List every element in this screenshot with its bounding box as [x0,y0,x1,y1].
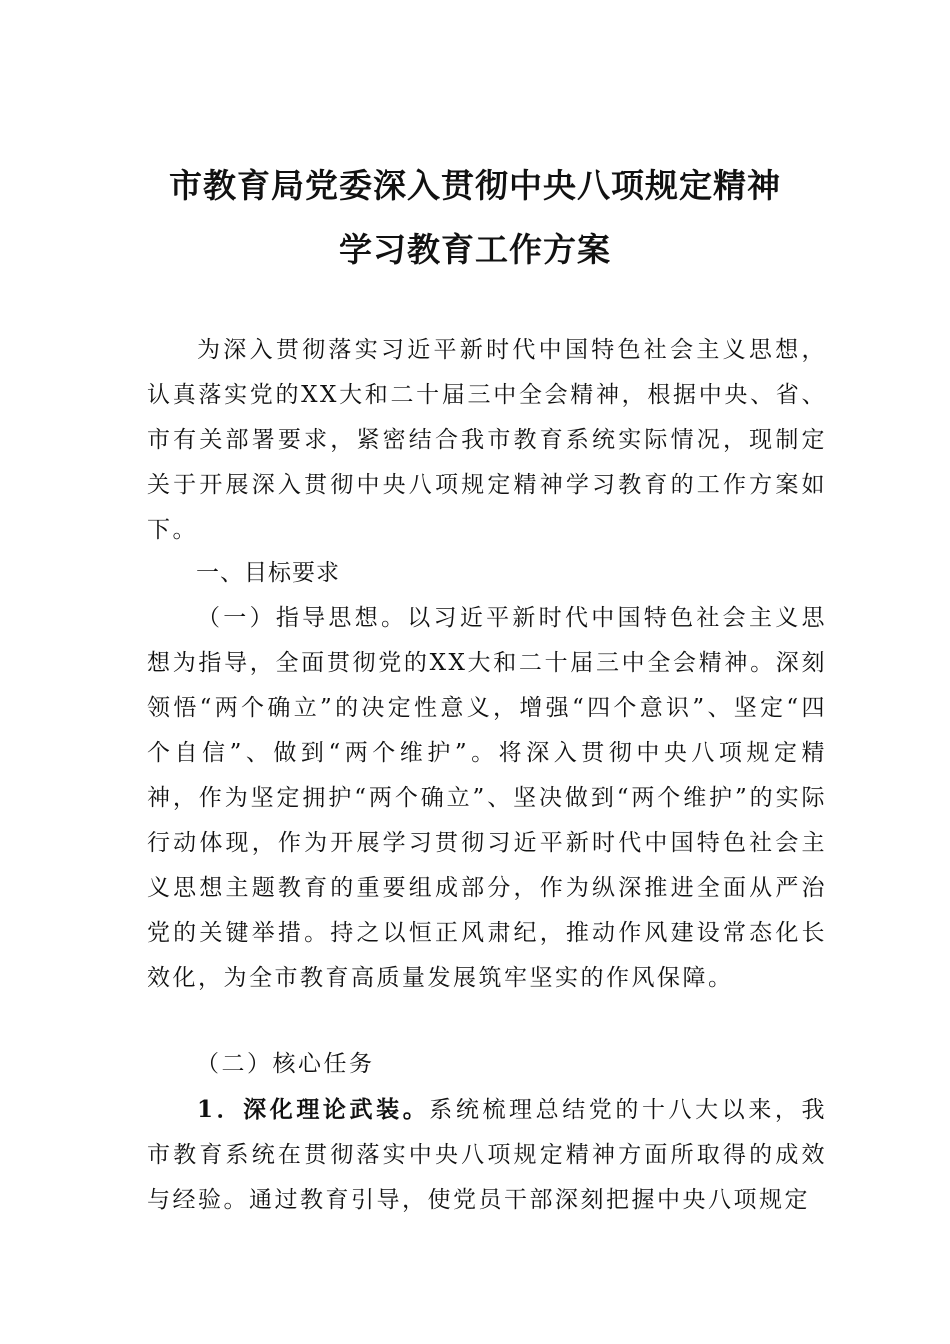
guiding-thought-text: 以习近平新时代中国特色社会主义思想为指导，全面贯彻党的XX大和二十届三中全会精神。深刻领悟“两个确立”的决定性意义，增强“四个意识”、坚定“四个自信”、做到“两个维护”。将深入贯彻中央八项规定精神，作为坚定拥护“两个确立”、坚决做到“两个维护”的实际行动体现，作为开展学习贯彻习近平新时代中国特色社会主义思想主题教育的重要组成部分，作为纵深推进全面从严治党的关键举措。持之以恒正风肃纪，推动作风建设常态化长效化，为全市教育高质量发展筑牢坚实的作风保障。 [147,605,828,991]
document-title-line-1: 市教育局党委深入贯彻中央八项规定精神 [169,166,781,205]
document-title-line-2: 学习教育工作方案 [339,230,611,269]
task-1-label: 1．深化理论武装。 [197,1096,430,1123]
guiding-thought-label: （一）指导思想。 [197,605,408,631]
core-tasks-heading: （二）核心任务 [196,1051,375,1077]
intro-paragraph: 为深入贯彻落实习近平新时代中国特色社会主义思想，认真落实党的XX大和二十届三中全会精神，根据中央、省、市有关部署要求，紧密结合我市教育系统实际情况，现制定关于开展深入贯彻中央八项规定精神学习教育的工作方案如下。 [147,337,827,543]
task-1-paragraph [147,1087,827,1223]
task-1-text: 系统梳理总结党的十八大以来，我市教育系统在贯彻落实中央八项规定精神方面所取得的成效与经验。通过教育引导，使党员干部深刻把握中央八项规定 [147,1097,827,1213]
guiding-thought-paragraph [147,596,827,1001]
section-heading-goals: 一、目标要求 [196,560,340,586]
